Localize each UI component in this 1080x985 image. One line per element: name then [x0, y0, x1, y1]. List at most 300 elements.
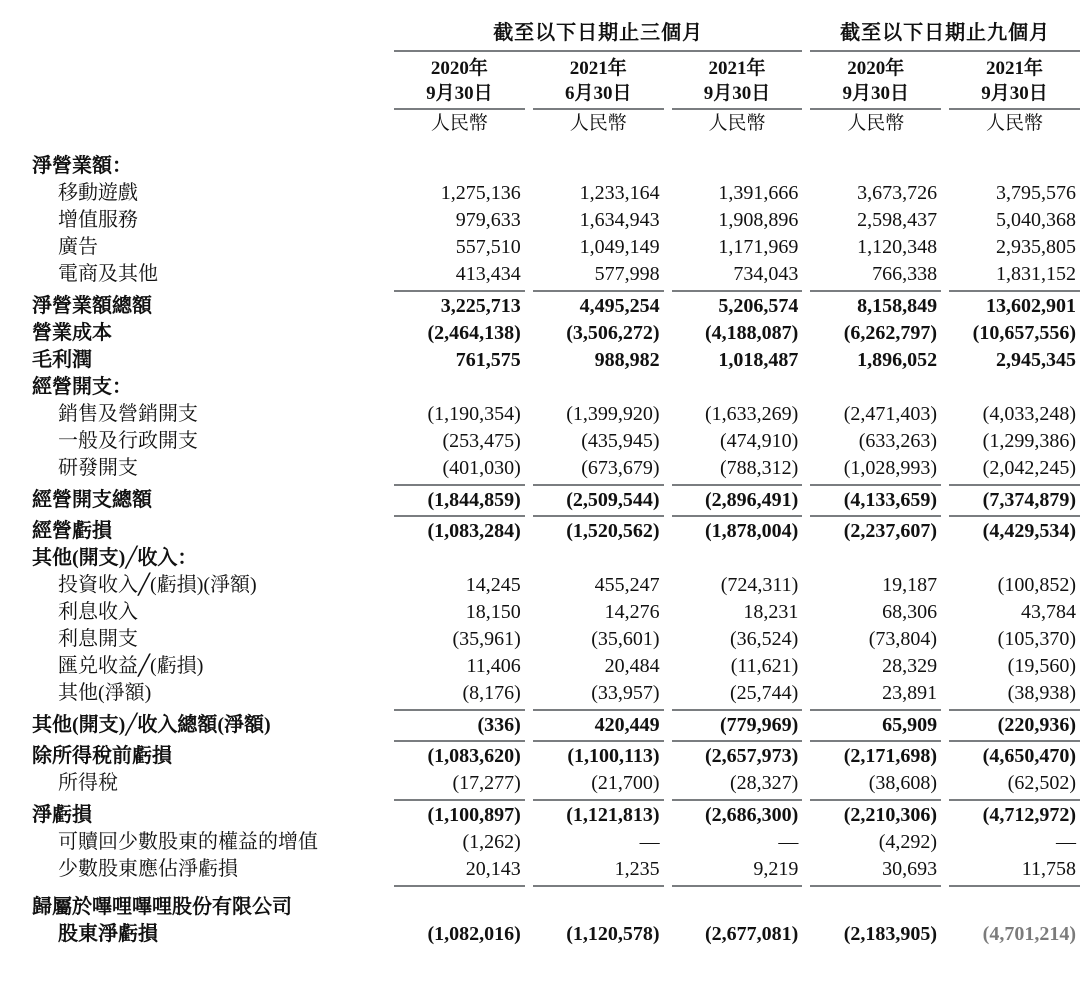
row-label-net-loss-nci: 少數股東應佔淨虧損	[58, 858, 238, 880]
g	[664, 893, 672, 920]
cell-tax-2: (28,327)	[730, 772, 799, 794]
g	[525, 711, 533, 738]
table-row-vas	[32, 206, 1080, 233]
table-row-loss-before-tax	[32, 742, 1080, 769]
g	[525, 152, 533, 179]
g	[941, 742, 949, 769]
cell-oth-0: (8,176)	[462, 682, 521, 704]
cell-cost-4: (10,657,556)	[972, 322, 1076, 344]
cell-fx-3: 28,329	[882, 655, 938, 677]
g	[525, 260, 533, 287]
g	[802, 828, 810, 855]
g	[525, 454, 533, 481]
header-col-1-day: 6月30日	[564, 83, 632, 104]
cell-cost-0: (2,464,138)	[427, 322, 521, 344]
cell-ecommerce-2: 734,043	[733, 263, 799, 285]
row-label-cost-of-revenues: 營業成本	[32, 322, 112, 344]
cell-nci-3: 30,693	[882, 858, 938, 880]
cell-gross-3: 1,896,052	[857, 349, 938, 371]
g	[941, 233, 949, 260]
cell-ga-2: (474,910)	[720, 430, 799, 452]
cell-blank-2	[672, 373, 803, 400]
header-col-2-currency: 人民幣	[708, 113, 766, 134]
g	[525, 544, 533, 571]
table-row-investment-income	[32, 571, 1080, 598]
g	[525, 373, 533, 400]
cell-nci-0: 20,143	[465, 858, 521, 880]
g	[802, 517, 810, 544]
g	[525, 855, 533, 882]
header-group-three-months: 截至以下日期止三個月	[493, 22, 704, 44]
g	[802, 598, 810, 625]
cell-blank-2	[672, 893, 803, 920]
cell-ecommerce-0: 413,434	[455, 263, 521, 285]
cell-sm-4: (4,033,248)	[982, 403, 1076, 425]
row-label-vas: 增值服務	[58, 209, 138, 231]
row-label-total-opex: 經營開支總額	[32, 489, 152, 511]
table-row-total-opex	[32, 486, 1080, 513]
g	[664, 319, 672, 346]
cell-cost-3: (6,262,797)	[843, 322, 938, 344]
cell-blank-4	[949, 544, 1080, 571]
header-col-0-day: 9月30日	[426, 83, 493, 104]
cell-ga-0: (253,475)	[442, 430, 521, 452]
table-row-income-tax	[32, 769, 1080, 796]
cell-total-opex-0: (1,844,859)	[427, 489, 521, 511]
row-label-others-net: 其他(淨額)	[58, 682, 152, 704]
cell-tax-3: (38,608)	[868, 772, 938, 794]
cur-gap-3	[941, 110, 949, 140]
cell-ga-3: (633,263)	[858, 430, 938, 452]
table-row-loss-from-ops	[32, 517, 1080, 544]
cell-ie-0: (35,961)	[452, 628, 521, 650]
g	[941, 260, 949, 287]
table-row-advertising	[32, 233, 1080, 260]
cell-rd-2: (788,312)	[720, 457, 799, 479]
cell-total-opex-3: (4,133,659)	[843, 489, 938, 511]
cell-ii-0: 18,150	[465, 601, 521, 623]
row-label-investment-income: 投資收入╱(虧損)(淨額)	[58, 574, 257, 596]
cell-nci-1: 1,235	[614, 858, 660, 880]
table-row-attributable-line1	[32, 893, 1080, 920]
cell-inv-0: 14,245	[465, 574, 521, 596]
cell-blank-3	[810, 544, 941, 571]
cell-total-other-2: (779,969)	[720, 714, 799, 736]
g	[664, 855, 672, 882]
spacer-after-header	[32, 140, 1080, 152]
g	[525, 893, 533, 920]
cell-tax-4: (62,502)	[1007, 772, 1076, 794]
g	[941, 711, 949, 738]
table-row-net-loss	[32, 801, 1080, 828]
cell-blank-3	[810, 373, 941, 400]
g	[664, 920, 672, 947]
g	[802, 373, 810, 400]
header-group-gap	[802, 14, 810, 50]
g	[941, 454, 949, 481]
table-row-research-dev	[32, 454, 1080, 481]
cell-gross-1: 988,982	[594, 349, 660, 371]
cell-fx-1: 20,484	[604, 655, 660, 677]
header-col-2-date	[672, 52, 803, 108]
g	[525, 920, 533, 947]
cell-net-loss-1: (1,121,813)	[566, 804, 660, 826]
cell-rd-3: (1,028,993)	[843, 457, 938, 479]
cell-ecommerce-4: 1,831,152	[996, 263, 1076, 285]
cur-gap-2	[802, 110, 810, 140]
g	[941, 517, 949, 544]
cell-lbt-4: (4,650,470)	[982, 745, 1076, 767]
g	[525, 346, 533, 373]
header-col-3-date	[810, 52, 941, 108]
g	[941, 679, 949, 706]
table-row-sales-marketing	[32, 400, 1080, 427]
header-currency-row	[32, 110, 1080, 140]
table-row-exchange-gain	[32, 652, 1080, 679]
cell-loss-ops-1: (1,520,562)	[566, 520, 660, 542]
cell-accr-1: —	[639, 831, 660, 853]
cell-net-loss-0: (1,100,897)	[427, 804, 521, 826]
header-col-1-year: 2021年	[569, 58, 627, 79]
g	[525, 292, 533, 319]
header-col-0-date	[394, 52, 525, 108]
g	[664, 179, 672, 206]
cell-advertising-0: 557,510	[455, 236, 521, 258]
g	[525, 179, 533, 206]
g	[941, 855, 949, 882]
g	[802, 486, 810, 513]
cell-tax-0: (17,277)	[452, 772, 521, 794]
g	[664, 625, 672, 652]
cell-attributable-0: (1,082,016)	[427, 923, 521, 945]
g	[525, 319, 533, 346]
g	[664, 828, 672, 855]
cell-blank-0	[394, 544, 525, 571]
header-col-2-day: 9月30日	[703, 83, 771, 104]
g	[802, 260, 810, 287]
cell-oth-3: 23,891	[882, 682, 938, 704]
g	[941, 598, 949, 625]
row-label-income-tax: 所得稅	[58, 772, 118, 794]
cell-mobile-games-1: 1,233,164	[579, 182, 660, 204]
cell-blank-4	[949, 373, 1080, 400]
g	[664, 598, 672, 625]
g	[525, 427, 533, 454]
g	[664, 400, 672, 427]
g	[525, 598, 533, 625]
cell-loss-ops-0: (1,083,284)	[427, 520, 521, 542]
g	[941, 152, 949, 179]
cell-advertising-4: 2,935,805	[996, 236, 1076, 258]
table-row-attributable-line2	[32, 920, 1080, 947]
g	[525, 486, 533, 513]
g	[941, 292, 949, 319]
cell-lbt-1: (1,100,113)	[567, 745, 660, 767]
cell-accr-3: (4,292)	[878, 831, 938, 853]
cell-ga-4: (1,299,386)	[982, 430, 1076, 452]
g	[525, 742, 533, 769]
g	[941, 625, 949, 652]
row-label-opex-header: 經營開支：	[32, 376, 132, 398]
row-label-attributable-line2: 股東淨虧損	[58, 923, 158, 945]
g	[802, 544, 810, 571]
cell-blank-4	[949, 893, 1080, 920]
currency-blank	[32, 110, 394, 140]
table-row-total-net-revenues	[32, 292, 1080, 319]
g	[802, 801, 810, 828]
row-label-research-dev: 研發開支	[58, 457, 138, 479]
g	[525, 233, 533, 260]
g	[941, 544, 949, 571]
g	[664, 152, 672, 179]
row-label-advertising: 廣告	[58, 236, 98, 258]
g	[802, 400, 810, 427]
cell-blank-1	[533, 893, 664, 920]
row-label-general-admin: 一般及行政開支	[58, 430, 198, 452]
cell-blank-4	[949, 152, 1080, 179]
row-label-gross-profit: 毛利潤	[32, 349, 92, 371]
table-row-interest-income	[32, 598, 1080, 625]
g	[664, 571, 672, 598]
cell-accr-2: —	[778, 831, 799, 853]
cell-ie-2: (36,524)	[730, 628, 799, 650]
g	[802, 679, 810, 706]
row-label-accretion-redeemable: 可贖回少數股東的權益的增值	[58, 831, 318, 853]
table-row-general-admin	[32, 427, 1080, 454]
row-label-other-header: 其他(開支)╱收入：	[32, 547, 198, 569]
cell-blank-2	[672, 152, 803, 179]
cell-sm-1: (1,399,920)	[566, 403, 660, 425]
header-col-2-year: 2021年	[708, 58, 766, 79]
cell-vas-1: 1,634,943	[579, 209, 660, 231]
g	[802, 292, 810, 319]
cell-ii-2: 18,231	[743, 601, 799, 623]
table-row-cost-of-revenues	[32, 319, 1080, 346]
table-row-total-other	[32, 711, 1080, 738]
g	[941, 427, 949, 454]
table-row-mobile-games	[32, 179, 1080, 206]
g	[525, 625, 533, 652]
g	[802, 893, 810, 920]
cell-nci-4: 11,758	[1021, 858, 1076, 880]
cell-loss-ops-2: (1,878,004)	[705, 520, 799, 542]
row-label-sales-marketing: 銷售及營銷開支	[58, 403, 198, 425]
cell-oth-4: (38,938)	[1007, 682, 1076, 704]
table-row-interest-expense	[32, 625, 1080, 652]
g	[802, 711, 810, 738]
header-col-1-date	[533, 52, 664, 108]
cell-inv-1: 455,247	[594, 574, 660, 596]
cell-ga-1: (435,945)	[581, 430, 660, 452]
cell-loss-ops-3: (2,237,607)	[843, 520, 938, 542]
cell-total-opex-2: (2,896,491)	[705, 489, 799, 511]
gap-1	[664, 52, 672, 108]
row-label-exchange-gain: 匯兑收益╱(虧損)	[58, 655, 204, 677]
g	[525, 801, 533, 828]
row-label-interest-income: 利息收入	[58, 601, 138, 623]
g	[525, 400, 533, 427]
g	[941, 373, 949, 400]
g	[664, 346, 672, 373]
cell-net-loss-4: (4,712,972)	[982, 804, 1076, 826]
cell-cost-1: (3,506,272)	[566, 322, 660, 344]
g	[664, 652, 672, 679]
cell-blank-0	[394, 152, 525, 179]
header-group-row	[32, 14, 1080, 50]
cell-ii-1: 14,276	[604, 601, 660, 623]
table-row-net-revenues-header	[32, 152, 1080, 179]
g	[664, 454, 672, 481]
cell-sm-0: (1,190,354)	[427, 403, 521, 425]
g	[941, 206, 949, 233]
cell-total-other-1: 420,449	[594, 714, 660, 736]
gap-2	[802, 52, 810, 108]
cell-vas-0: 979,633	[455, 209, 521, 231]
g	[802, 346, 810, 373]
row-label-mobile-games: 移動遊戲	[58, 182, 138, 204]
cell-total-rev-1: 4,495,254	[579, 295, 660, 317]
g	[941, 893, 949, 920]
cur-gap-0	[525, 110, 533, 140]
cell-gross-0: 761,575	[455, 349, 521, 371]
g	[941, 486, 949, 513]
header-col-4-date	[949, 52, 1080, 108]
cell-inv-3: 19,187	[882, 574, 938, 596]
g	[941, 769, 949, 796]
row-label-net-revenues-header: 淨營業額：	[32, 155, 132, 177]
row-label-loss-before-tax: 除所得稅前虧損	[32, 745, 172, 767]
g	[802, 625, 810, 652]
g	[941, 920, 949, 947]
header-corner-blank	[32, 14, 394, 50]
cur-gap-1	[664, 110, 672, 140]
cell-total-other-0: (336)	[477, 714, 521, 736]
g	[941, 346, 949, 373]
g	[802, 855, 810, 882]
cell-gross-4: 2,945,345	[996, 349, 1076, 371]
cell-ecommerce-3: 766,338	[872, 263, 938, 285]
g	[802, 652, 810, 679]
g	[802, 152, 810, 179]
cell-vas-2: 1,908,896	[718, 209, 799, 231]
cell-blank-1	[533, 373, 664, 400]
table-row-other-header	[32, 544, 1080, 571]
header-col-1-currency: 人民幣	[569, 113, 627, 134]
cell-accr-4: —	[1056, 831, 1076, 853]
header-col-4-day: 9月30日	[981, 83, 1048, 104]
cell-lbt-0: (1,083,620)	[427, 745, 521, 767]
g	[664, 742, 672, 769]
table-row-ecommerce-other	[32, 260, 1080, 287]
g	[664, 801, 672, 828]
g	[525, 769, 533, 796]
cell-ie-3: (73,804)	[868, 628, 938, 650]
g	[941, 319, 949, 346]
header-group-nine-months: 截至以下日期止九個月	[840, 22, 1051, 44]
row-label-total-other: 其他(開支)╱收入總額(淨額)	[32, 714, 271, 736]
g	[664, 427, 672, 454]
g	[525, 571, 533, 598]
cell-accr-0: (1,262)	[462, 831, 521, 853]
cell-fx-4: (19,560)	[1007, 655, 1076, 677]
cell-gross-2: 1,018,487	[718, 349, 799, 371]
g	[664, 206, 672, 233]
cell-blank-0	[394, 373, 525, 400]
cell-sm-3: (2,471,403)	[843, 403, 938, 425]
g	[802, 206, 810, 233]
g	[525, 679, 533, 706]
cell-mobile-games-4: 3,795,576	[996, 182, 1076, 204]
cell-ie-1: (35,601)	[591, 628, 660, 650]
cell-blank-2	[672, 544, 803, 571]
table-row-net-loss-nci	[32, 855, 1080, 882]
g	[802, 233, 810, 260]
cell-inv-2: (724,311)	[720, 574, 799, 596]
cell-sm-2: (1,633,269)	[705, 403, 799, 425]
cell-total-opex-1: (2,509,544)	[566, 489, 660, 511]
row-label-total-net-revenues: 淨營業額總額	[32, 295, 152, 317]
cell-blank-1	[533, 152, 664, 179]
g	[525, 652, 533, 679]
cell-blank-1	[533, 544, 664, 571]
cell-ecommerce-1: 577,998	[594, 263, 660, 285]
g	[802, 454, 810, 481]
cell-lbt-2: (2,657,973)	[705, 745, 799, 767]
cell-oth-2: (25,744)	[730, 682, 799, 704]
cell-fx-2: (11,621)	[730, 655, 799, 677]
cell-advertising-2: 1,171,969	[718, 236, 799, 258]
cell-vas-3: 2,598,437	[857, 209, 938, 231]
cell-blank-3	[810, 152, 941, 179]
table-row-opex-header	[32, 373, 1080, 400]
row-label-net-loss: 淨虧損	[32, 804, 92, 826]
header-date-row	[32, 52, 1080, 108]
header-date-blank	[32, 52, 394, 108]
cell-blank-3	[810, 893, 941, 920]
cell-total-rev-2: 5,206,574	[718, 295, 799, 317]
cell-cost-2: (4,188,087)	[705, 322, 799, 344]
g	[664, 233, 672, 260]
g	[664, 260, 672, 287]
cell-nci-2: 9,219	[753, 858, 799, 880]
cell-loss-ops-4: (4,429,534)	[982, 520, 1076, 542]
g	[941, 571, 949, 598]
spacer-cell	[32, 140, 949, 152]
g	[664, 711, 672, 738]
cell-ii-4: 43,784	[1021, 601, 1076, 623]
cell-blank-0	[394, 893, 525, 920]
g	[802, 769, 810, 796]
g	[525, 206, 533, 233]
g	[664, 544, 672, 571]
cell-attributable-2: (2,677,081)	[705, 923, 799, 945]
table-row-accretion-redeemable	[32, 828, 1080, 855]
gap-3	[941, 52, 949, 108]
g	[664, 769, 672, 796]
g	[941, 652, 949, 679]
header-col-0-year: 2020年	[430, 58, 488, 79]
table-row-others-net	[32, 679, 1080, 706]
g	[802, 571, 810, 598]
financial-statement-page	[0, 14, 1080, 985]
income-statement-table	[32, 14, 1080, 947]
g	[664, 292, 672, 319]
header-col-3-day: 9月30日	[842, 83, 909, 104]
g	[941, 828, 949, 855]
row-label-attributable-line1: 歸屬於嗶哩嗶哩股份有限公司	[32, 896, 292, 918]
cell-mobile-games-0: 1,275,136	[440, 182, 521, 204]
cell-attributable-3: (2,183,905)	[843, 923, 938, 945]
